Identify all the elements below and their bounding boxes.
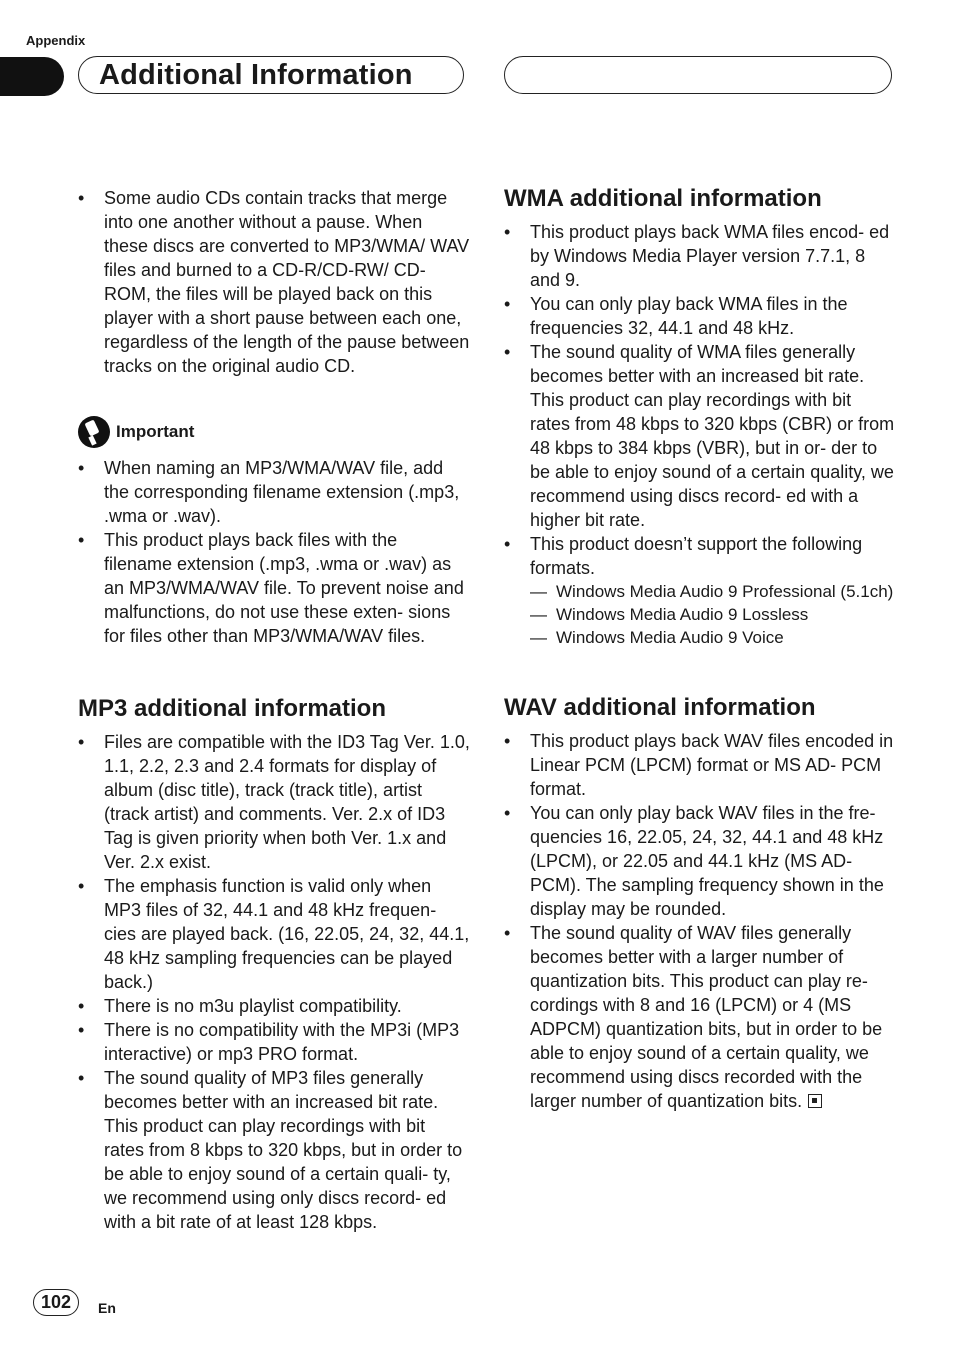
section-tab — [0, 57, 64, 96]
list-item: — Windows Media Audio 9 Professional (5.1ch) — [530, 580, 896, 603]
list-item-text: The sound quality of WAV files generally becomes better with a larger number of quantization bits. This product can play re- cordings with 8 and 16 (LPCM) or 4 (MS ADPCM) quantization bits, but in order to be able to enjoy sound of a certain quality, we recommend using discs recorded with the larger number of quantization bits. — [530, 923, 883, 1111]
wma-list — [504, 220, 896, 580]
list-item: • There is no m3u playlist compatibility. — [78, 994, 470, 1018]
page-title: Additional Information — [99, 59, 413, 91]
list-item: — Windows Media Audio 9 Voice — [530, 626, 896, 649]
list-item: • This product plays back files with the filename extension (.mp3, .wma or .wav) as an MP3/WMA/WAV file. To prevent noise and malfunctions, do not use these exten- sions for files other than MP3/WMA/WAV files. — [78, 528, 470, 648]
right-column — [504, 184, 896, 1113]
unsupported-formats-list — [530, 580, 896, 649]
list-item: • The emphasis function is valid only when MP3 files of 32, 44.1 and 48 kHz frequen- cies are played back. (16, 22.05, 24, 32, 44.1, 48 kHz sampling frequencies can be played back.) — [78, 874, 470, 994]
list-item: • The sound quality of WMA files generally becomes better with an increased bit rate. This product can play recordings with bit rates from 48 kbps to 320 kbps (CBR) or from 48 kbps to 384 kbps (VBR), but in or- der to be able to enjoy sound of a certain quality, we recommend using discs record- ed with a higher bit rate. — [504, 340, 896, 532]
wma-heading: WMA additional information — [504, 185, 822, 212]
list-item: • This product doesn’t support the following formats. — [504, 532, 896, 580]
important-icon — [78, 416, 110, 448]
mp3-list — [78, 730, 470, 1234]
end-of-section-icon — [808, 1094, 822, 1108]
list-item: • There is no compatibility with the MP3i (MP3 interactive) or mp3 PRO format. — [78, 1018, 470, 1066]
list-item: • The sound quality of MP3 files generally becomes better with an increased bit rate. This product can play recordings with bit rates from 8 kbps to 320 kbps, but in order to be able to enjoy sound of a certain quali- ty, we recommend using only discs record- ed with a bit rate of at least 128 kbps. — [78, 1066, 470, 1234]
important-label: Important — [116, 422, 195, 441]
blank-header-box — [504, 56, 892, 94]
wav-heading: WAV additional information — [504, 694, 816, 721]
mp3-heading: MP3 additional information — [78, 695, 387, 722]
list-item: • You can only play back WAV files in the fre- quencies 16, 22.05, 24, 32, 44.1 and 48 kHz (LPCM), or 22.05 and 44.1 kHz (MS AD- PCM). The sampling frequency shown in the display may be rounded. — [504, 801, 896, 921]
list-item: • Files are compatible with the ID3 Tag Ver. 1.0, 1.1, 2.2, 2.3 and 2.4 formats for display of album (disc title), track (track title), artist (track artist) and comments. Ver. 2.x of ID3 Tag is given priority when both Ver. 1.x and Ver. 2.x exist. — [78, 730, 470, 874]
list-item: • Some audio CDs contain tracks that merge into one another without a pause. When these discs are converted to MP3/WMA/ WAV files and burned to a CD-R/CD-RW/ CD-ROM, the files will be played back on this player with a short pause between each one, regardless of the length of the pause between tracks on the original audio CD. — [78, 186, 470, 378]
list-item: • You can only play back WMA files in the frequencies 32, 44.1 and 48 kHz. — [504, 292, 896, 340]
important-list — [78, 456, 470, 648]
intro-list — [78, 186, 470, 378]
left-column — [78, 186, 470, 1234]
wav-list — [504, 729, 896, 1113]
language-code: En — [98, 1300, 116, 1316]
list-item: • This product plays back WMA files encod- ed by Windows Media Player version 7.7.1, 8 and 9. — [504, 220, 896, 292]
section-label: Appendix — [26, 33, 86, 48]
page-number: 102 — [33, 1289, 79, 1316]
important-notice — [78, 414, 470, 448]
list-item: • This product plays back WAV files encoded in Linear PCM (LPCM) format or MS AD- PCM format. — [504, 729, 896, 801]
list-item — [504, 921, 896, 1113]
list-item: — Windows Media Audio 9 Lossless — [530, 603, 896, 626]
page-title-box — [78, 56, 464, 94]
list-item: • When naming an MP3/WMA/WAV file, add the corresponding filename extension (.mp3, .wma or .wav). — [78, 456, 470, 528]
